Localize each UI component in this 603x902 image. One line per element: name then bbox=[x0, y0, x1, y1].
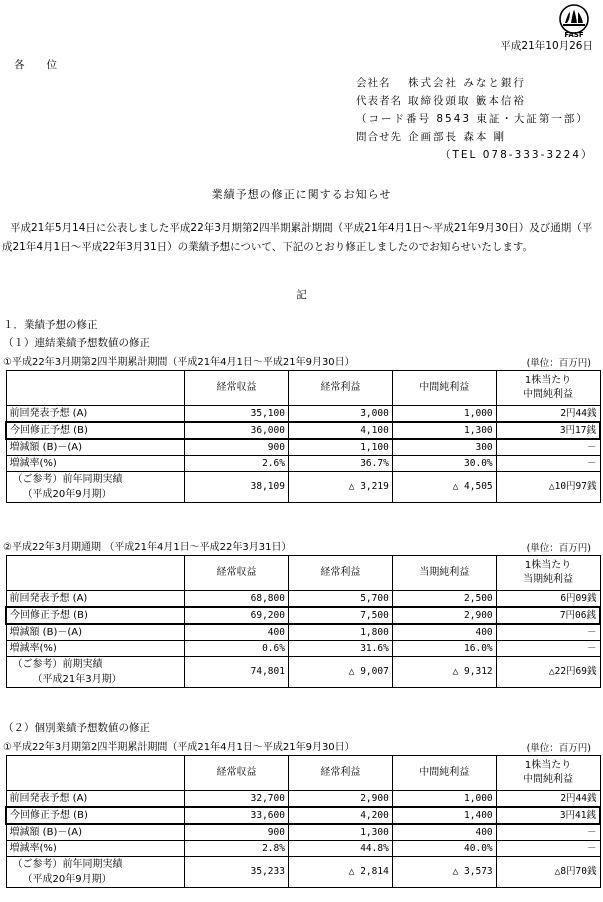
col-header: 経常収益 bbox=[185, 556, 289, 591]
table-caption: ①平成22年3月期第2四半期累計期間（平成21年4月1日～平成21年9月30日） bbox=[3, 742, 355, 753]
col-header: 1株当たり 当期純利益 bbox=[496, 556, 600, 591]
table-caption: ①平成22年3月期第2四半期累計期間（平成21年4月1日～平成21年9月30日） bbox=[3, 357, 355, 368]
consolidated-full-year-table bbox=[5, 555, 601, 688]
table-header-row bbox=[6, 756, 600, 791]
document-title: 業績予想の修正に関するお知らせ bbox=[211, 188, 392, 201]
ki-mark: 記 bbox=[296, 289, 307, 301]
table-header-row bbox=[6, 556, 600, 591]
consolidated-interim-table bbox=[5, 370, 601, 503]
table-header-row bbox=[6, 371, 600, 406]
company-row: 会社名 株式会社 みなと銀行 bbox=[356, 77, 526, 89]
table-row-reference: （ご参考）前年同期実績 （平成20年9月期） 35,233 △ 2,814 △ 3,573 △8円70銭 bbox=[6, 857, 600, 888]
col-header: 経常利益 bbox=[288, 556, 392, 591]
table-row-highlight: 今回修正予想 (B) 36,000 4,100 1,300 3円17銭 bbox=[6, 422, 600, 439]
table-row: 前回発表予想 (A) 68,800 5,700 2,500 6円09銭 bbox=[6, 591, 600, 608]
company-row: 問合せ先 企画部長 森本 剛 bbox=[356, 131, 507, 143]
col-header: 中間純利益 bbox=[392, 756, 496, 791]
col-header: 経常利益 bbox=[288, 756, 392, 791]
table-row-highlight: 今回修正予想 (B) 69,200 7,500 2,900 7円06銭 bbox=[6, 607, 600, 624]
col-header: 1株当たり 中間純利益 bbox=[496, 371, 600, 406]
col-header: 1株当たり 中間純利益 bbox=[496, 756, 600, 791]
unit-label: (単位：百万円) bbox=[526, 743, 591, 754]
company-row: （TEL 078-333-3224） bbox=[440, 149, 594, 161]
company-row: （コード番号 8543 東証・大証第一部） bbox=[356, 113, 589, 125]
table-caption: ②平成22年3月期通期 （平成21年4月1日～平成22年3月31日） bbox=[3, 542, 292, 553]
col-header: 経常収益 bbox=[185, 756, 289, 791]
section-heading: １．業績予想の修正 bbox=[3, 319, 98, 331]
col-header: 中間純利益 bbox=[392, 371, 496, 406]
table-row-highlight: 今回修正予想 (B) 33,600 4,200 1,400 3円41銭 bbox=[6, 807, 600, 824]
subsection-heading: （１）連結業績予想数値の修正 bbox=[3, 337, 150, 349]
col-header: 当期純利益 bbox=[392, 556, 496, 591]
table-row: 前回発表予想 (A) 32,700 2,900 1,000 2円44銭 bbox=[6, 791, 600, 808]
table-row: 増減額 (B)－(A) 400 1,800 400 － bbox=[6, 624, 600, 641]
table-row: 増減額 (B)－(A) 900 1,300 400 － bbox=[6, 824, 600, 841]
col-header: 経常利益 bbox=[288, 371, 392, 406]
logo-text: FASF bbox=[564, 31, 584, 39]
table-row: 前回発表予想 (A) 35,100 3,000 1,000 2円44銭 bbox=[6, 406, 600, 423]
table-row: 増減額 (B)－(A) 900 1,100 300 － bbox=[6, 439, 600, 456]
table-row-reference: （ご参考）前年同期実績 （平成20年9月期） 38,109 △ 3,219 △ 4,505 △10円97銭 bbox=[6, 472, 600, 503]
table-row: 増減率(%) 2.8% 44.8% 40.0% － bbox=[6, 841, 600, 857]
company-row: 代表者名 取締役頭取 籔本信裕 bbox=[356, 95, 526, 107]
fasf-logo bbox=[551, 3, 597, 39]
nonconsolidated-interim-table bbox=[5, 755, 601, 888]
table-row-reference: （ご参考）前期実績 （平成21年3月期） 74,801 △ 9,007 △ 9,312 △22円69銭 bbox=[6, 657, 600, 688]
unit-label: (単位：百万円) bbox=[526, 543, 591, 554]
unit-label: (単位：百万円) bbox=[526, 358, 591, 369]
table-row: 増減率(%) 0.6% 31.6% 16.0% － bbox=[6, 641, 600, 657]
release-date: 平成21年10月26日 bbox=[500, 40, 593, 52]
addressee: 各位 bbox=[14, 59, 79, 71]
col-header: 経常収益 bbox=[185, 371, 289, 406]
intro-text: 平成21年5月14日に公表しました平成22年3月期第2四半期累計期間（平成21年4月1日～平成21年9月30日）及び通期（平成21年4月1日～平成22年3月31日）の業績予想について、下記のとおり修正しましたのでお知らせいたします。 bbox=[2, 222, 593, 253]
subsection-heading: （２）個別業績予想数値の修正 bbox=[3, 722, 150, 734]
table-row: 増減率(%) 2.6% 36.7% 30.0% － bbox=[6, 456, 600, 472]
